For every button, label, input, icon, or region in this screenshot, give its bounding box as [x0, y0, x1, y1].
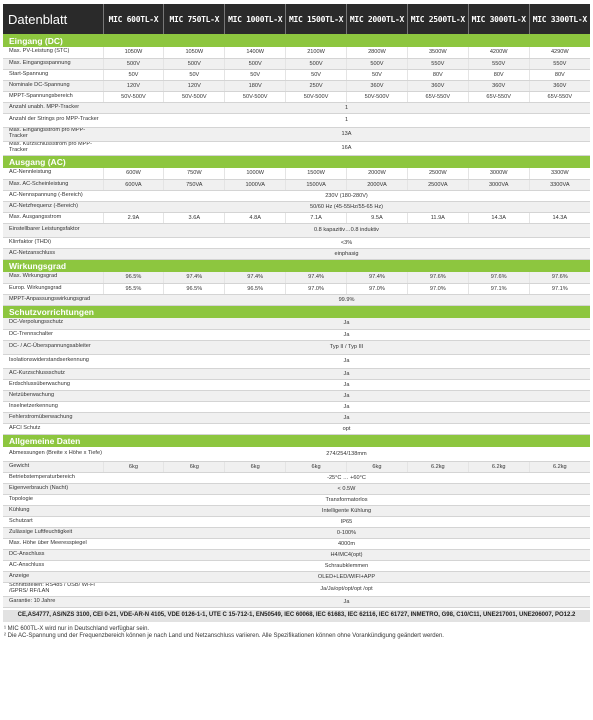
spec-label: Anzahl unabh. MPP-Tracker — [3, 102, 103, 113]
model-header: MIC 3300TL-X — [529, 4, 590, 34]
spec-label: Einstellbarer Leistungsfaktor — [3, 223, 103, 237]
spec-value: 80V — [468, 69, 529, 80]
spec-label: AC-Kurzschlussschutz — [3, 368, 103, 379]
spec-value: 120V — [103, 80, 164, 91]
spec-label: Klirrfaktor (THDi) — [3, 237, 103, 248]
spec-value: 4200W — [468, 47, 529, 58]
spec-value: 360V — [529, 80, 590, 91]
spec-label: Nominale DC-Spannung — [3, 80, 103, 91]
model-header: MIC 1000TL-X — [225, 4, 286, 34]
spec-value: 500V — [164, 58, 225, 69]
spec-row — [3, 102, 590, 113]
spec-value: 1500W — [286, 168, 347, 179]
spec-label: Max. Eingangsspannung — [3, 58, 103, 69]
spec-row — [3, 461, 590, 472]
spec-value-shared: Typ II / Typ III — [103, 340, 590, 354]
spec-label: Start-Spannung — [3, 69, 103, 80]
spec-label: Max. Kurzschlussstrom pro MPP-Tracker — [3, 141, 103, 155]
spec-value: 50V-500V — [286, 91, 347, 102]
spec-value-shared: < 0.5W — [103, 483, 590, 494]
spec-value: 4290W — [529, 47, 590, 58]
spec-value-shared: Ja — [103, 390, 590, 401]
spec-label: AFCI Schutz — [3, 423, 103, 434]
model-header: MIC 3000TL-X — [468, 4, 529, 34]
spec-row — [3, 91, 590, 102]
spec-row — [3, 329, 590, 340]
certifications-bar: CE,AS4777, AS/NZS 3100, CEI 0-21, VDE-AR-N 4105, VDE 0126-1-1, UTE C 15-712-1, EN50549, IEC 60068, IEC 61683, IEC 62116, IEC 61727, INMETRO, G98, C10/C11, UNE217001, UNE206007, PO12.2 — [3, 610, 590, 622]
spec-label: Schnittstellen: RS485 / USB/ Wi-Fi /GPRS/ RF/LAN — [3, 582, 103, 596]
spec-value-shared: einphasig — [103, 248, 590, 259]
spec-value: 14.3A — [468, 212, 529, 223]
spec-value: 3000VA — [468, 179, 529, 190]
spec-label: Anzahl der Strings pro MPP-Tracker — [3, 113, 103, 127]
spec-value: 97.0% — [347, 283, 408, 294]
spec-value: 97.6% — [407, 272, 468, 283]
spec-row — [3, 401, 590, 412]
spec-row — [3, 248, 590, 259]
spec-value: 95.5% — [103, 283, 164, 294]
spec-value: 97.6% — [529, 272, 590, 283]
section-title: Eingang (DC) — [3, 34, 590, 47]
spec-value-shared: 99.9% — [103, 294, 590, 305]
spec-label: Schutzart — [3, 516, 103, 527]
spec-value: 6kg — [286, 461, 347, 472]
spec-label: Netzüberwachung — [3, 390, 103, 401]
spec-value: 9.5A — [347, 212, 408, 223]
spec-value: 50V — [225, 69, 286, 80]
spec-row — [3, 582, 590, 596]
model-header: MIC 750TL-X — [164, 4, 225, 34]
spec-value: 2800W — [347, 47, 408, 58]
spec-value: 97.6% — [468, 272, 529, 283]
spec-label: Anzeige — [3, 571, 103, 582]
spec-value: 1000W — [225, 168, 286, 179]
spec-row — [3, 549, 590, 560]
spec-row — [3, 340, 590, 354]
spec-row — [3, 141, 590, 155]
spec-label: DC-Anschluss — [3, 549, 103, 560]
spec-value: 50V-500V — [164, 91, 225, 102]
spec-value-shared: 0.8 kapazitiv…0.8 induktiv — [103, 223, 590, 237]
spec-value: 1500VA — [286, 179, 347, 190]
spec-value: 96.5% — [164, 283, 225, 294]
spec-value: 80V — [407, 69, 468, 80]
spec-value: 360V — [347, 80, 408, 91]
spec-value-shared: 274/254/138mm — [103, 447, 590, 461]
spec-value: 3.6A — [164, 212, 225, 223]
spec-value: 50V — [286, 69, 347, 80]
spec-value: 750W — [164, 168, 225, 179]
spec-label: Eigenverbrauch (Nacht) — [3, 483, 103, 494]
spec-value: 50V — [164, 69, 225, 80]
footnote-1-text: MIC 600TL-X wird nur in Deutschland verfügbar sein. — [7, 626, 150, 632]
section-title: Wirkungsgrad — [3, 259, 590, 272]
spec-value-shared: 13A — [103, 127, 590, 141]
spec-value: 65V-550V — [468, 91, 529, 102]
spec-value: 3300W — [529, 168, 590, 179]
spec-value-shared: Transformatorlos — [103, 494, 590, 505]
spec-value: 50V — [103, 69, 164, 80]
spec-row — [3, 47, 590, 58]
spec-value: 750VA — [164, 179, 225, 190]
spec-value: 500V — [103, 58, 164, 69]
spec-row — [3, 168, 590, 179]
spec-value: 600W — [103, 168, 164, 179]
spec-value: 550V — [529, 58, 590, 69]
spec-value: 97.0% — [286, 283, 347, 294]
spec-label: Europ. Wirkungsgrad — [3, 283, 103, 294]
spec-row — [3, 283, 590, 294]
spec-label: Kühlung — [3, 505, 103, 516]
header-row — [3, 4, 590, 34]
spec-label: Max. Wirkungsgrad — [3, 272, 103, 283]
spec-value-shared: 50/60 Hz (45-55Hz/55-65 Hz) — [103, 201, 590, 212]
spec-value: 2500W — [407, 168, 468, 179]
spec-row — [3, 560, 590, 571]
spec-value-shared: Intelligente Kühlung — [103, 505, 590, 516]
spec-value: 2.9A — [103, 212, 164, 223]
spec-value-shared: Ja — [103, 596, 590, 607]
spec-value-shared: Ja — [103, 412, 590, 423]
spec-value: 97.4% — [286, 272, 347, 283]
spec-row — [3, 58, 590, 69]
spec-value: 97.4% — [164, 272, 225, 283]
spec-value: 600VA — [103, 179, 164, 190]
spec-value: 65V-550V — [529, 91, 590, 102]
footnote-1: ¹ MIC 600TL-X wird nur in Deutschland verfügbar sein. — [4, 626, 150, 632]
spec-label: DC-Verpolungsschutz — [3, 318, 103, 329]
spec-row — [3, 80, 590, 91]
spec-label: Topologie — [3, 494, 103, 505]
spec-row — [3, 494, 590, 505]
spec-row — [3, 538, 590, 549]
footnote-2: ² Die AC-Spannung und der Frequenzbereich können je nach Land und Netzanschluss variieren. Alle Spezifikationen können ohne Vorankündigung geändert werden. — [4, 633, 444, 640]
spec-value: 6kg — [103, 461, 164, 472]
spec-row — [3, 201, 590, 212]
spec-value: 96.5% — [225, 283, 286, 294]
spec-value: 6.2kg — [468, 461, 529, 472]
spec-row — [3, 294, 590, 305]
spec-label: MPPT-Anpassungswirkungsgrad — [3, 294, 103, 305]
spec-row — [3, 483, 590, 494]
spec-label: AC-Anschluss — [3, 560, 103, 571]
section-header — [3, 259, 590, 272]
spec-value: 1050W — [103, 47, 164, 58]
spec-row — [3, 190, 590, 201]
spec-value: 11.9A — [407, 212, 468, 223]
spec-label: Max. PV-Leistung (STC) — [3, 47, 103, 58]
spec-value-shared: <3% — [103, 237, 590, 248]
spec-value-shared: Schraubklemmen — [103, 560, 590, 571]
spec-value: 50V-500V — [225, 91, 286, 102]
spec-label: MPPT-Spannungsbereich — [3, 91, 103, 102]
spec-value: 6kg — [164, 461, 225, 472]
spec-label: Garantie: 10 Jahre — [3, 596, 103, 607]
spec-row — [3, 423, 590, 434]
spec-value-shared: Ja — [103, 354, 590, 368]
spec-row — [3, 379, 590, 390]
spec-value: 360V — [468, 80, 529, 91]
footnotes — [4, 626, 444, 640]
spec-label: AC-Netzanschluss — [3, 248, 103, 259]
spec-value-shared: H4/MC4(opt) — [103, 549, 590, 560]
spec-row — [3, 596, 590, 607]
spec-value-shared: Ja — [103, 379, 590, 390]
spec-value: 6.2kg — [529, 461, 590, 472]
spec-value: 550V — [407, 58, 468, 69]
model-header: MIC 1500TL-X — [286, 4, 347, 34]
spec-value-shared: IP65 — [103, 516, 590, 527]
spec-row — [3, 179, 590, 190]
spec-value: 6kg — [225, 461, 286, 472]
section-title: Schutzvorrichtungen — [3, 305, 590, 318]
spec-label: Abmessungen (Breite x Höhe x Tiefe) — [3, 447, 103, 461]
spec-row — [3, 223, 590, 237]
spec-row — [3, 69, 590, 80]
section-title: Ausgang (AC) — [3, 155, 590, 168]
spec-value: 360V — [407, 80, 468, 91]
spec-value: 2000VA — [347, 179, 408, 190]
section-header — [3, 434, 590, 447]
spec-row — [3, 527, 590, 538]
spec-label: Max. AC-Scheinleistung — [3, 179, 103, 190]
spec-row — [3, 505, 590, 516]
spec-row — [3, 390, 590, 401]
spec-value: 2500VA — [407, 179, 468, 190]
spec-value: 3000W — [468, 168, 529, 179]
spec-label: Betriebstemperaturbereich — [3, 472, 103, 483]
spec-value: 50V — [347, 69, 408, 80]
spec-value-shared: OLED+LED/WIFI+APP — [103, 571, 590, 582]
spec-value: 50V-500V — [103, 91, 164, 102]
spec-value: 500V — [347, 58, 408, 69]
spec-label: AC-Nennspannung (-Bereich) — [3, 190, 103, 201]
spec-value: 97.0% — [407, 283, 468, 294]
spec-value-shared: 230V (180-280V) — [103, 190, 590, 201]
spec-value: 97.1% — [529, 283, 590, 294]
spec-label: Max. Höhe über Meeresspiegel — [3, 538, 103, 549]
spec-value-shared: 16A — [103, 141, 590, 155]
spec-label: Fehlerstromüberwachung — [3, 412, 103, 423]
spec-value: 500V — [286, 58, 347, 69]
spec-value: 120V — [164, 80, 225, 91]
spec-value: 50V-500V — [347, 91, 408, 102]
spec-label: DC-Trennschalter — [3, 329, 103, 340]
spec-value: 65V-550V — [407, 91, 468, 102]
spec-value: 250V — [286, 80, 347, 91]
spec-value: 3500W — [407, 47, 468, 58]
spec-value: 96.5% — [103, 272, 164, 283]
spec-value: 2000W — [347, 168, 408, 179]
spec-value-shared: 0-100% — [103, 527, 590, 538]
spec-value-shared: Ja — [103, 401, 590, 412]
spec-label: Gewicht — [3, 461, 103, 472]
spec-value: 7.1A — [286, 212, 347, 223]
spec-label: Max. Ausgangsstrom — [3, 212, 103, 223]
datasheet-table — [3, 4, 590, 608]
spec-label: AC-Netzfrequenz (-Bereich) — [3, 201, 103, 212]
section-header — [3, 34, 590, 47]
spec-value: 97.1% — [468, 283, 529, 294]
spec-value-shared: opt — [103, 423, 590, 434]
spec-value: 500V — [225, 58, 286, 69]
spec-value: 6.2kg — [407, 461, 468, 472]
spec-value: 3300VA — [529, 179, 590, 190]
model-header: MIC 2500TL-X — [407, 4, 468, 34]
spec-value: 97.4% — [225, 272, 286, 283]
section-header — [3, 155, 590, 168]
section-header — [3, 305, 590, 318]
spec-row — [3, 368, 590, 379]
spec-value: 550V — [468, 58, 529, 69]
spec-row — [3, 127, 590, 141]
model-header: MIC 600TL-X — [103, 4, 164, 34]
spec-value: 1400W — [225, 47, 286, 58]
spec-value-shared: Ja/Ja/opt/opt/opt /opt — [103, 582, 590, 596]
spec-row — [3, 516, 590, 527]
spec-value: 1000VA — [225, 179, 286, 190]
spec-label: AC-Nennleistung — [3, 168, 103, 179]
spec-row — [3, 412, 590, 423]
spec-label: DC- / AC-Überspannungsableiter — [3, 340, 103, 354]
spec-value-shared: 1 — [103, 102, 590, 113]
spec-row — [3, 571, 590, 582]
spec-row — [3, 113, 590, 127]
spec-value: 180V — [225, 80, 286, 91]
spec-value-shared: 1 — [103, 113, 590, 127]
footnote-2-text: Die AC-Spannung und der Frequenzbereich können je nach Land und Netzanschluss variieren. Alle Spezifikationen können ohne Vorankündigung geändert werden. — [7, 633, 444, 640]
spec-value: 4.8A — [225, 212, 286, 223]
spec-label: Erdschlussüberwachung — [3, 379, 103, 390]
spec-row — [3, 447, 590, 461]
spec-row — [3, 212, 590, 223]
spec-value-shared: Ja — [103, 318, 590, 329]
spec-value: 97.4% — [347, 272, 408, 283]
spec-row — [3, 237, 590, 248]
spec-value: 2100W — [286, 47, 347, 58]
model-header: MIC 2000TL-X — [347, 4, 408, 34]
section-title: Allgemeine Daten — [3, 434, 590, 447]
spec-row — [3, 472, 590, 483]
spec-value-shared: Ja — [103, 368, 590, 379]
spec-label: Isolationswiderstandserkennung — [3, 354, 103, 368]
sheet-title: Datenblatt — [3, 4, 103, 34]
spec-value-shared: -25°C … +60°C — [103, 472, 590, 483]
spec-value: 80V — [529, 69, 590, 80]
spec-value-shared: 4000m — [103, 538, 590, 549]
spec-value: 6kg — [347, 461, 408, 472]
spec-label: Max. Eingangsstrom pro MPP-Tracker — [3, 127, 103, 141]
spec-value: 14.3A — [529, 212, 590, 223]
spec-value-shared: Ja — [103, 329, 590, 340]
spec-label: Inselnetzerkennung — [3, 401, 103, 412]
spec-row — [3, 354, 590, 368]
spec-label: Zulässige Luftfeuchtigkeit — [3, 527, 103, 538]
spec-row — [3, 272, 590, 283]
spec-value: 1050W — [164, 47, 225, 58]
spec-row — [3, 318, 590, 329]
